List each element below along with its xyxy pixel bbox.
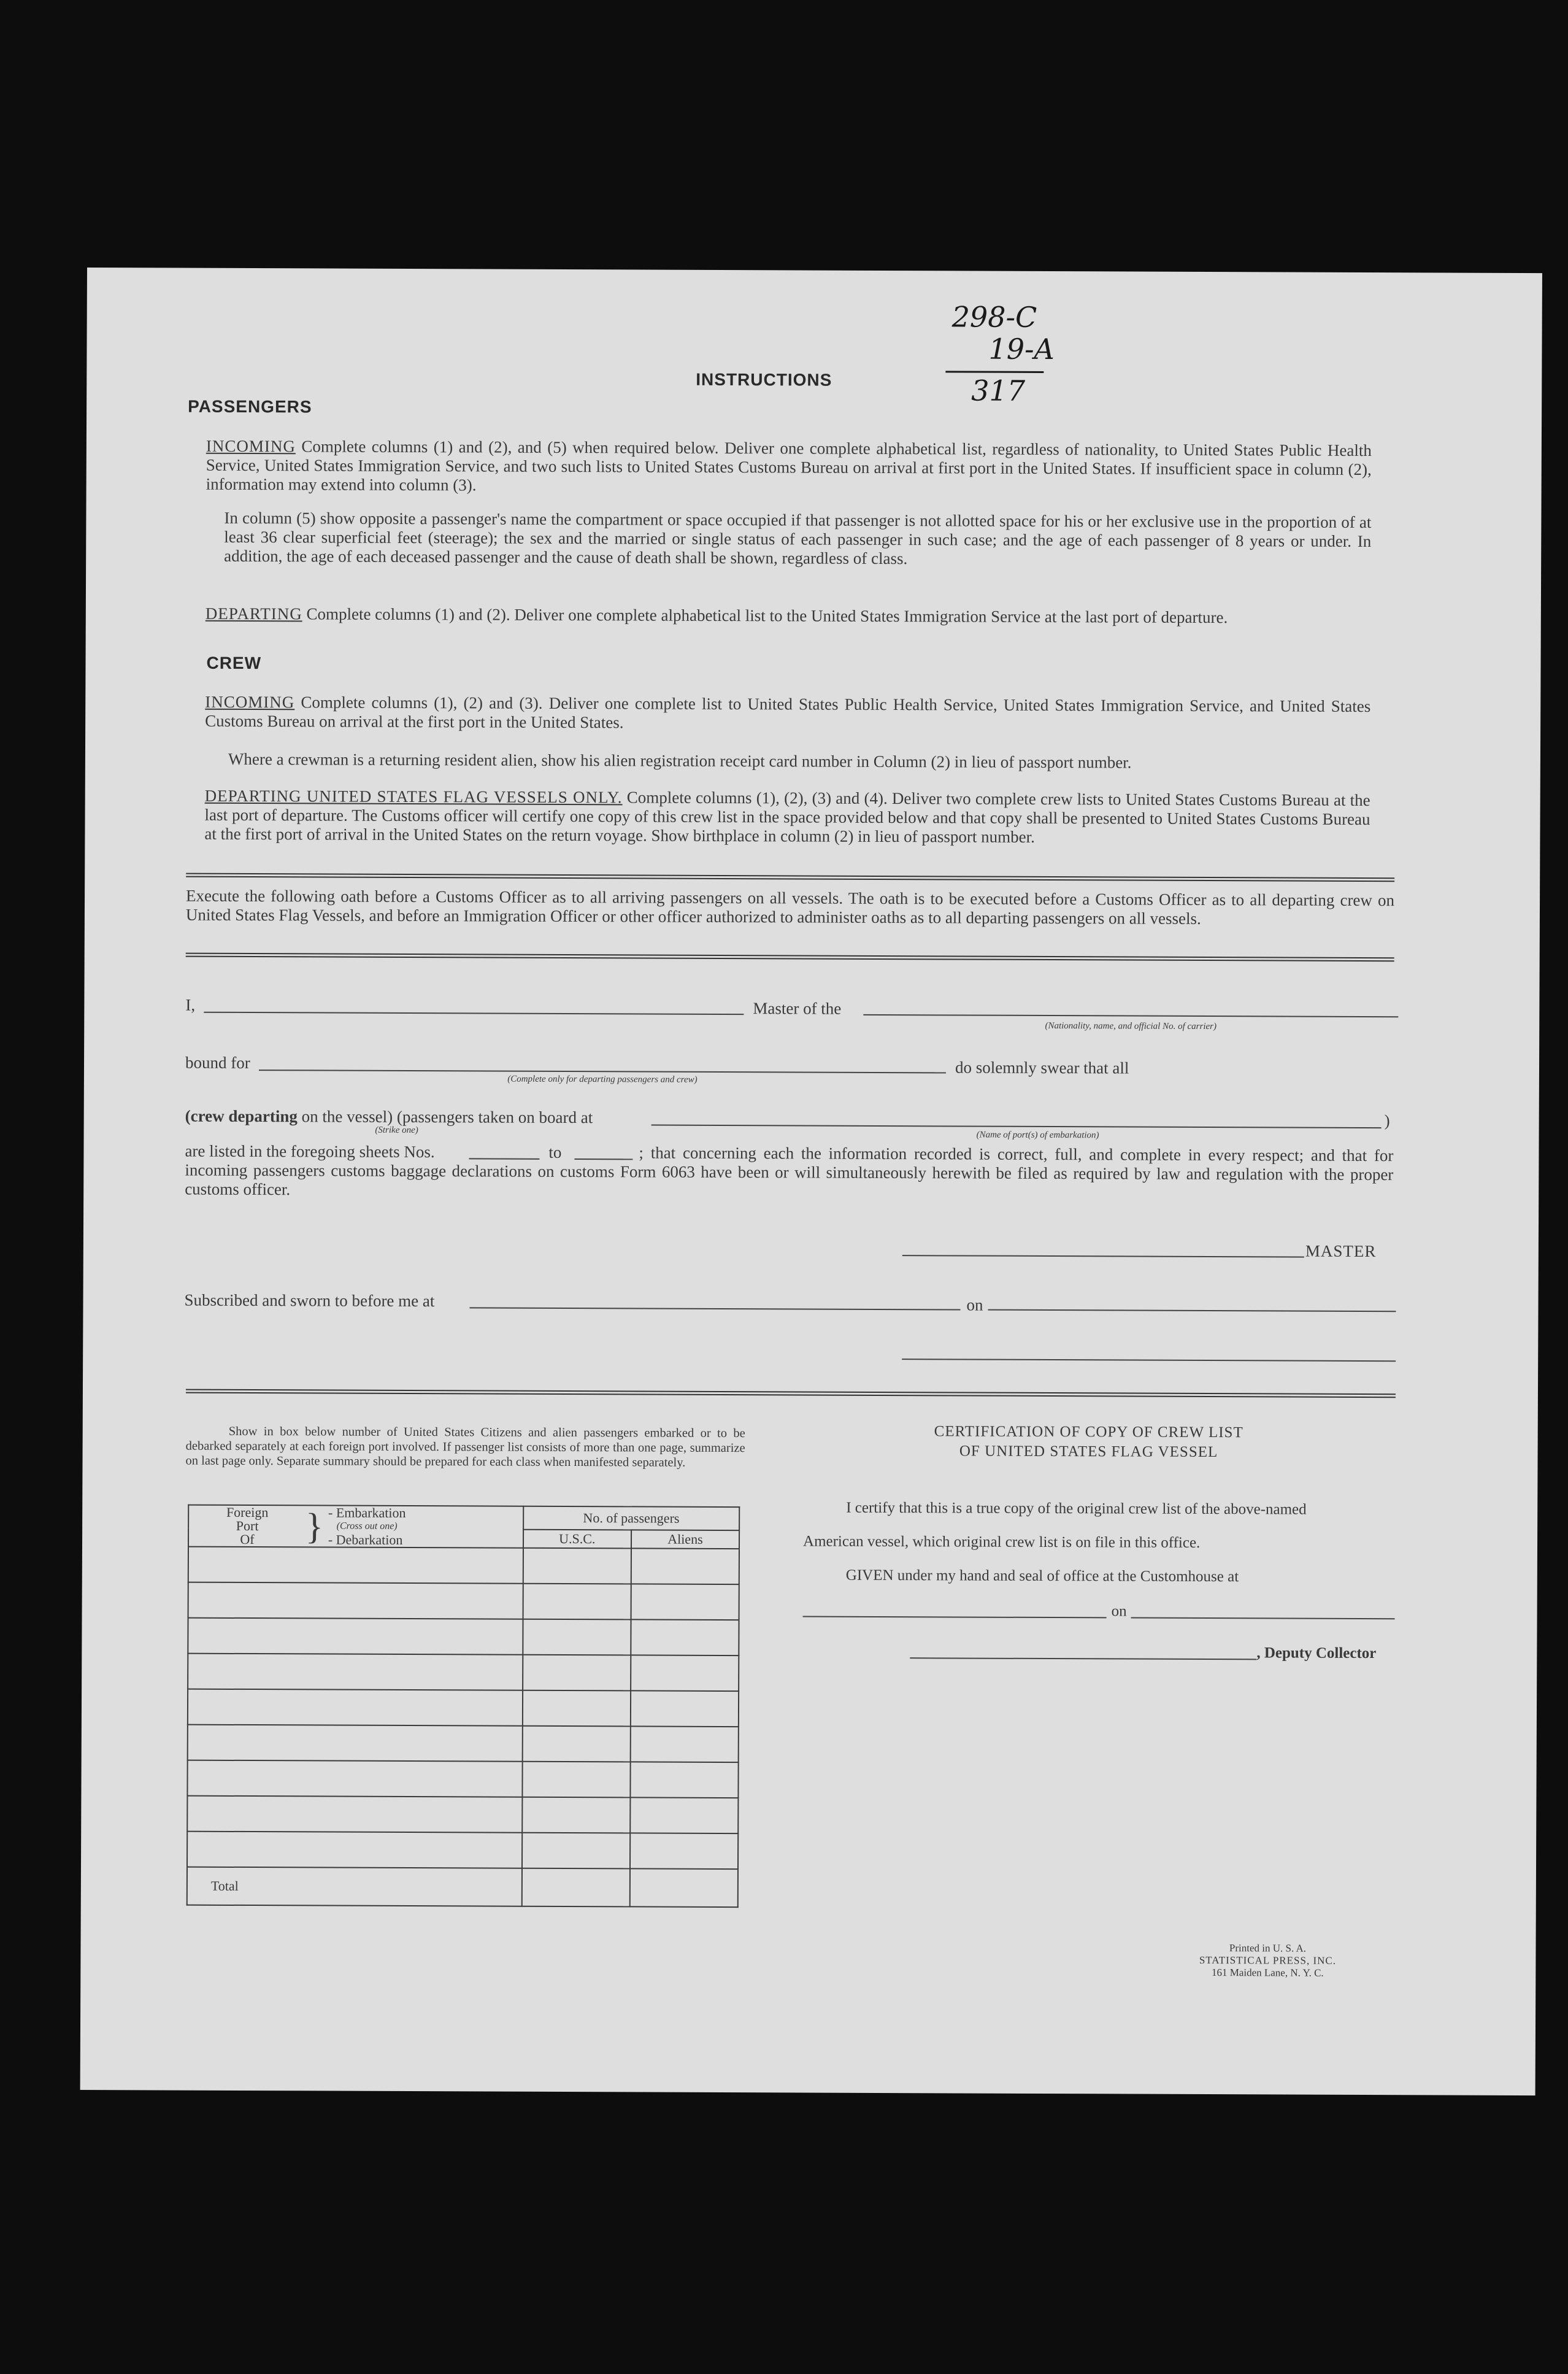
table-row [187,1796,738,1833]
crew-incoming-paragraph [205,693,1370,735]
divider [186,873,1394,882]
passengers-departing-text: Complete columns (1) and (2). Deliver one complete alphabetical list to the United States Immigration Service at the last port of departure. [306,604,1228,627]
subscribed-label: Subscribed and sworn to before me at [184,1290,435,1311]
embarkation-option[interactable]: - Embarkation [328,1505,406,1521]
usc-cell[interactable] [522,1833,630,1869]
aliens-cell[interactable] [631,1584,739,1620]
debarkation-option[interactable]: - Debarkation [328,1532,403,1547]
usc-cell[interactable] [522,1726,630,1762]
divider [186,1389,1396,1398]
port-cell[interactable] [188,1618,523,1655]
aliens-header: Aliens [631,1530,739,1549]
aliens-cell[interactable] [630,1833,738,1869]
handwritten-number-2: 19-A [988,332,1055,366]
port-hint: (Name of port(s) of embarkation) [976,1130,1099,1141]
master-label: MASTER [1305,1241,1377,1261]
table-row [187,1760,738,1798]
listed-label: are listed in the foregoing sheets Nos. [185,1141,435,1162]
table-row [188,1618,739,1655]
bound-for-field[interactable] [259,1069,946,1073]
table-row [188,1654,739,1691]
port-cell[interactable] [187,1832,522,1868]
subscribed-place-field[interactable] [469,1307,960,1310]
usc-cell[interactable] [523,1584,631,1620]
certification-date-field[interactable] [1131,1617,1395,1620]
listed-to-label: to [548,1143,562,1162]
bound-for-label: bound for [185,1053,250,1073]
handwritten-number-1: 298-C [951,300,1037,334]
usc-cell[interactable] [523,1619,631,1655]
aliens-total-cell[interactable] [630,1868,738,1907]
customhouse-field[interactable] [803,1616,1107,1618]
aliens-cell[interactable] [631,1548,739,1584]
deputy-signature-field[interactable] [910,1657,1256,1660]
usc-cell[interactable] [523,1548,631,1584]
divider [186,953,1394,962]
certification-title-2: OF UNITED STATES FLAG VESSEL [959,1443,1218,1461]
port-cell[interactable] [187,1796,522,1833]
brace-icon: } [305,1506,324,1547]
total-row [187,1867,738,1907]
master-signature-field[interactable] [902,1255,1304,1258]
handwritten-underline [945,371,1043,373]
port-cell[interactable] [188,1547,523,1584]
table-row [188,1725,739,1762]
bound-for-hint: (Complete only for departing passengers and crew) [507,1074,698,1085]
master-name-field[interactable] [204,1012,744,1015]
printer-imprint [1160,1942,1375,1979]
passengers-heading: PASSENGERS [188,396,312,417]
crew-departing-paragraph [204,787,1370,848]
certification-title-1: CERTIFICATION OF COPY OF CREW LIST [934,1423,1243,1441]
table-row [187,1832,738,1869]
printer-line-1: Printed in U. S. A. [1229,1942,1307,1954]
passengers-departing-paragraph [206,604,1371,628]
aliens-cell[interactable] [630,1762,738,1798]
port-label: Port [236,1517,259,1534]
of-label: Of [240,1531,255,1547]
usc-cell[interactable] [522,1690,630,1727]
foreign-label: Foreign [226,1504,269,1520]
certification-line-3: GIVEN under my hand and seal of office at the Customhouse at [845,1567,1239,1586]
oath-statement: ; that concerning each the information recorded is correct, full, and complete in every respect; and that for incoming passengers customs baggage declarations on customs Form 6063 have been or will simultaneously herewith be filed as required by law and regulation with the proper customs officer. [185,1143,1394,1199]
crew-departing-text: Complete columns (1), (2), (3) and (4). Deliver two complete crew lists to United States Customs Bureau at the last port of departure. The Customs officer will certify one copy of this crew list in the space provided below and that copy shall be presented to United States Customs Bureau at the first port of arrival in the United States on the return voyage. Show birthplace in column (2) in lieu of passport number. [204,788,1370,846]
table-row [188,1689,739,1727]
page-title: INSTRUCTIONS [696,369,832,390]
carrier-field[interactable] [863,1014,1398,1017]
cross-out-hint: (Cross out one) [336,1520,398,1532]
summary-note: Show in box below number of United States Citizens and alien passengers embarked or to be debarked separately at each foreign port involved. If passenger list consists of more than one page, summarize on last page only. Separate summary should be prepared for each class when manifested separately. [185,1424,745,1470]
usc-cell[interactable] [522,1762,630,1798]
table-row [188,1582,739,1620]
subscribed-on-label: on [966,1295,983,1314]
passengers-column5-paragraph: In column (5) show opposite a passenger's name the compartment or space occupied if that passenger is not allotted space for his or her exclusive use in the proportion of at least 36 clear superficial feet (steerage); the sex and the married or single status of each passenger in such case; and the age of each passenger of 8 years or under. In addition, the age of each deceased passenger and the cause of death shall be shown, regardless of class. [224,508,1372,568]
crew-passenger-line [185,1107,593,1128]
aliens-cell[interactable] [631,1655,739,1691]
certification-line-2: American vessel, which original crew list is on file in this office. [802,1533,1201,1551]
port-cell[interactable] [188,1689,523,1726]
passengers-departing-label: DEPARTING [205,604,302,623]
passengers-incoming-paragraph [206,437,1372,498]
usc-cell[interactable] [522,1797,630,1833]
handwritten-number-3: 317 [971,374,1026,407]
crew-resident-paragraph: Where a crewman is a returning resident alien, show his alien registration receipt card number in Column (2) in lieu of passport number. [228,749,1132,772]
document-page [80,268,1542,2095]
aliens-cell[interactable] [630,1726,738,1762]
aliens-cell[interactable] [630,1797,738,1833]
port-cell[interactable] [188,1582,523,1619]
oath-intro: Execute the following oath before a Customs Officer as to all arriving passengers on all vessels. The oath is to be executed before a Customs Officer as to all departing crew on United States Flag Vessels, and before an Immigration Officer or other officer authorized to administer oaths as to all departing passengers on all vessels. [185,886,1395,928]
swear-label: do solemnly swear that all [955,1058,1129,1077]
aliens-cell[interactable] [631,1619,739,1655]
master-of-label: Master of the [753,999,842,1018]
total-label: Total [187,1867,522,1906]
no-of-passengers-header: No. of passengers [523,1506,740,1530]
usc-header: U.S.C. [523,1530,631,1549]
embarkation-port-field[interactable] [651,1125,1382,1129]
crew-departing-label: DEPARTING UNITED STATES FLAG VESSELS ONLY. [204,786,623,807]
certification-on-label: on [1111,1603,1127,1620]
port-cell[interactable] [187,1760,522,1797]
strike-one-hint: (Strike one) [375,1125,418,1136]
crew-heading: CREW [206,653,262,673]
oath-i-label: I, [185,995,196,1014]
port-header-cell [188,1505,523,1548]
printer-line-2: STATISTICAL PRESS, INC. [1199,1954,1337,1967]
crew-incoming-label: INCOMING [205,692,295,712]
table-row [188,1547,739,1584]
port-cell[interactable] [188,1654,523,1690]
certification-line-1: I certify that this is a true copy of the original crew list of the above-named [846,1499,1307,1518]
officer-signature-field[interactable] [902,1358,1396,1362]
passengers-taken-option: (passengers taken on board at [396,1107,593,1127]
passenger-summary-table [186,1505,740,1908]
port-cell[interactable] [188,1725,523,1762]
crew-incoming-text: Complete columns (1), (2) and (3). Deliver one complete list to United States Public Health Service, United States Immigration Service, and United States Customs Bureau on arrival at the first port in the United States. [205,693,1371,732]
aliens-cell[interactable] [631,1690,739,1727]
printer-line-3: 161 Maiden Lane, N. Y. C. [1211,1967,1324,1979]
usc-cell[interactable] [523,1655,631,1691]
on-the-vessel-text: on the vessel) [301,1107,393,1126]
subscribed-date-field[interactable] [988,1309,1396,1312]
carrier-hint: (Nationality, name, and official No. of carrier) [1045,1021,1217,1032]
deputy-collector-label: , Deputy Collector [1256,1644,1377,1662]
passengers-incoming-label: INCOMING [206,436,296,456]
close-paren: ) [1384,1111,1390,1130]
crew-departing-option: (crew departing [185,1106,298,1126]
passengers-incoming-text: Complete columns (1) and (2), and (5) when required below. Deliver one complete alphabetical list, regardless of nationality, to United States Public Health Service, United States Immigration Service, and two such lists to United States Customs Bureau on arrival at first port in the United States. If insufficient space in column (2), information may extend into column (3). [206,437,1372,495]
usc-total-cell[interactable] [521,1868,629,1907]
